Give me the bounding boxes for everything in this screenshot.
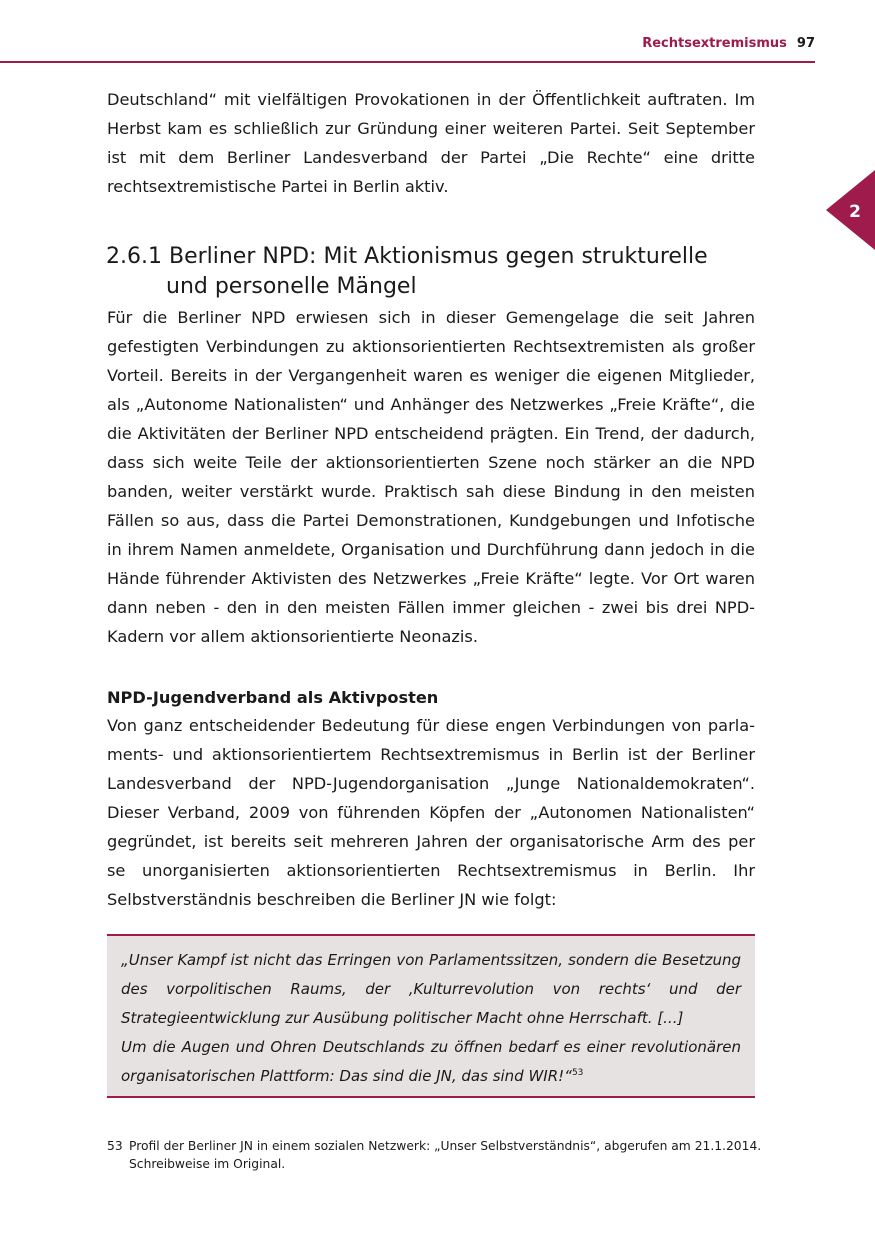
header-rule <box>0 61 815 63</box>
chapter-tab-label: 2 <box>849 202 861 222</box>
quote-text <box>121 946 741 1091</box>
subsection-paragraph-text: Von ganz entscheidender Bedeutung für diese engen Verbindungen von parlaments- und aktionsorientiertem Rechtsextremismus in Berlin ist der Berliner Landesverband der NPD-Jugendorganisation „Junge Nationaldemokraten“. Dieser Verband, 2009 von führenden Köpfen der „Autonomen Nationalisten“ gegründet, ist bereits seit mehreren Jahren der organisatorische Arm des per se unorganisierten aktionsorientierten Rechtsextremismus in Berlin. Ihr Selbstverständnis beschreiben die Berliner JN wie folgt: <box>107 716 755 909</box>
quote-line2 <box>121 1033 741 1091</box>
footnote-number: 53 <box>107 1139 123 1153</box>
subsection-heading: NPD-Jugendverband als Aktivposten <box>107 688 439 707</box>
running-header <box>0 36 815 51</box>
footnote-text: Profil der Berliner JN in einem sozialen Netzwerk: „Unser Selbstverständnis“, abgerufen am 21.1.2014. Schreibweise im Original. <box>129 1139 762 1171</box>
footnote <box>107 1137 767 1173</box>
section-heading-line1: 2.6.1 Berliner NPD: Mit Aktionismus gegen strukturelle <box>106 244 708 269</box>
section-paragraph <box>107 303 755 651</box>
footnote-reference[interactable]: 53 <box>571 1068 584 1078</box>
intro-paragraph <box>107 85 755 201</box>
blockquote <box>107 934 755 1098</box>
page-number: 97 <box>796 36 815 51</box>
section-paragraph-text: Für die Berliner NPD erwiesen sich in dieser Gemengelage die seit Jahren gefestigten Verbindungen zu aktionsorientierten Rechtsextremisten als großer Vorteil. Bereits in der Vergangenheit waren es weniger die eigenen Mitglieder, als „Autonome Nationalisten“ und Anhänger des Netzwerkes „Freie Kräfte“, die die Aktivitäten der Berliner NPD entscheidend prägten. Ein Trend, der dadurch, dass sich weite Teile der aktionsorientierten Szene noch stärker an die NPD banden, weiter verstärkt wurde. Praktisch sah diese Bindung in den meisten Fällen so aus, dass die Partei Demonstrationen, Kundgebungen und Infotische in ihrem Namen anmeldete, Organisation und Durchführung dann jedoch in die Hände führender Aktivisten des Netzwerkes „Freie Kräfte“ legte. Vor Ort waren dann neben - den in den meisten Fällen immer gleichen - zwei bis drei NPD-Kadern vor allem aktionsorientierte Neonazis. <box>107 308 755 646</box>
chapter-tab <box>826 170 875 250</box>
quote-line2-text: Um die Augen und Ohren Deutschlands zu öffnen bedarf es einer revolutionären organisatorischen Plattform: Das sind die JN, das sind WIR!“ <box>121 1038 741 1085</box>
section-heading-line2: und personelle Mängel <box>166 274 417 299</box>
intro-text: Deutschland“ mit vielfältigen Provokationen in der Öffentlichkeit auftraten. Im Herbst kam es schließlich zur Gründung einer weiteren Partei. Seit September ist mit dem Berliner Landesverband der Partei „Die Rechte“ eine dritte rechtsextremistische Partei in Berlin aktiv. <box>107 90 755 196</box>
subsection-paragraph <box>107 711 755 914</box>
running-header-title: Rechtsextremismus <box>642 36 787 51</box>
quote-line1: „Unser Kampf ist nicht das Erringen von Parlamentssitzen, sondern die Besetzung des vorpolitischen Raums, der ‚Kulturrevolution von rechts‘ und der Strategieentwicklung zur Ausübung politischer Macht ohne Herrschaft. [...] <box>121 951 741 1027</box>
section-heading <box>106 242 746 302</box>
